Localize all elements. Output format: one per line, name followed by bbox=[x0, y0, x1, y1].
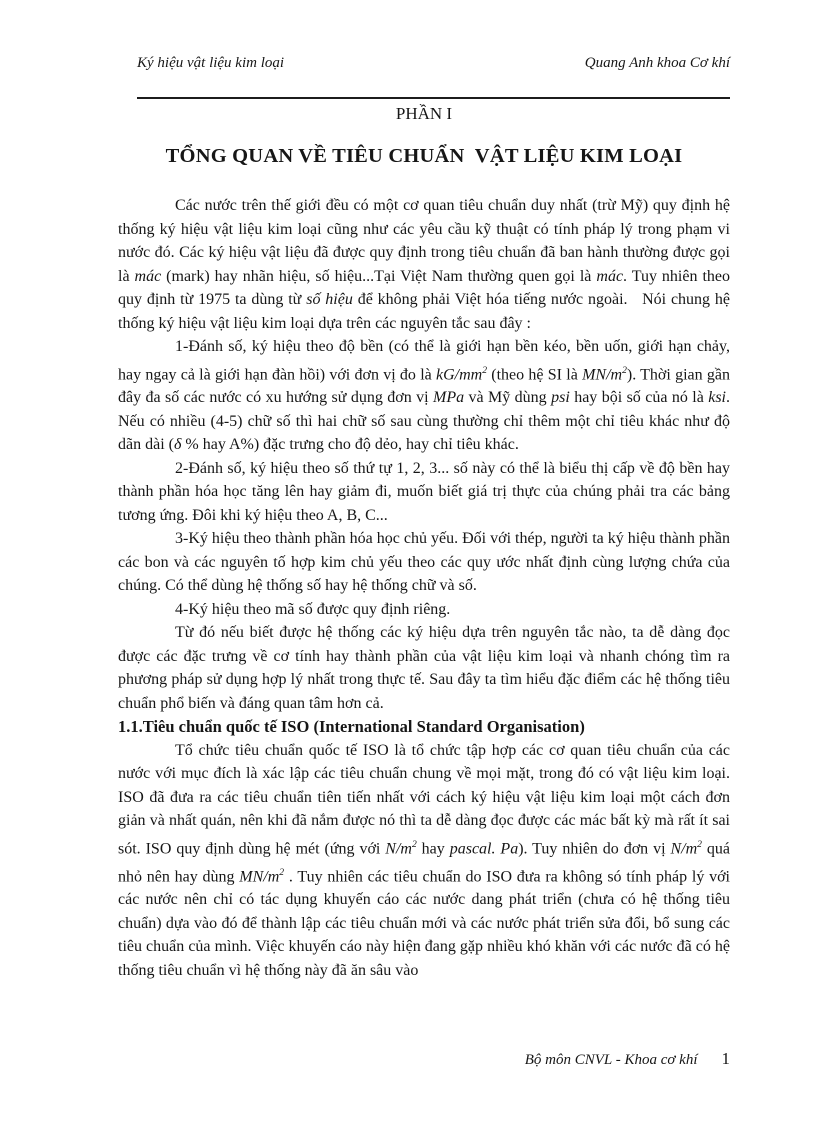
header-author: Quang Anh khoa Cơ khí bbox=[584, 55, 730, 71]
page-header bbox=[118, 55, 730, 72]
paragraph: Các nước trên thế giới đều có một cơ quan tiêu chuẩn duy nhất (trừ Mỹ) quy định hệ thống ký hiệu vật liệu kim loại cũng như các yêu cầu kỹ thuật có tính pháp lý trong phạm vi nước đó. Các ký hiệu vật liệu đã được quy định trong tiêu chuẩn đã ban hành thường được gọi là mác (mark) hay nhãn hiệu, số hiệu...Tại Việt Nam thường quen gọi là mác. Tuy nhiên theo quy định từ 1975 ta dùng từ số hiệu để không phải Việt hóa tiếng nước ngoài. Nói chung hệ thống ký hiệu vật liệu kim loại dựa trên các nguyên tắc sau đây : bbox=[118, 197, 731, 332]
part-label: PHẦN I bbox=[395, 104, 453, 123]
header-rule bbox=[137, 97, 730, 99]
running-title: Ký hiệu vật liệu kim loại bbox=[137, 55, 285, 71]
footer-department: Bộ môn CNVL - Khoa cơ khí bbox=[524, 1052, 698, 1068]
page-footer bbox=[525, 1049, 730, 1069]
paragraph: 3-Ký hiệu theo thành phần hóa học chủ yếu. Đối với thép, người ta ký hiệu thành phần các bon và các nguyên tố hợp kim chủ yếu theo các quy ước nhất định cùng lượng chứa của chúng. Có thể dùng hệ thống số hay hệ thống chữ và số. bbox=[118, 530, 730, 595]
section-heading: 1.1.Tiêu chuẩn quốc tế ISO (International Standard Organisation) bbox=[118, 717, 585, 737]
paragraph: 4-Ký hiệu theo mã số được quy định riêng. bbox=[175, 600, 451, 618]
paragraph: Tổ chức tiêu chuẩn quốc tế ISO là tổ chức tập hợp các cơ quan tiêu chuẩn của các nước với mục đích là xác lập các tiêu chuẩn chung về mọi mặt, trong đó có vật liệu kim loại. ISO đã đưa ra các tiêu chuẩn tiên tiến nhất với cách ký hiệu vật liệu kim loại một cách đơn giản và nhất quán, nên khi đã nắm được nó thì ta dễ dàng đọc được các mác bất kỳ mà rất ít sai sót. ISO quy định dùng hệ mét (ứng với $N/m^2$ hay pascal. Pa). Tuy nhiên do đơn vị $N/m^2$ quá nhỏ nên hay dùng $MN/m^2$ . Tuy nhiên các tiêu chuẩn do ISO đưa ra không só tính pháp lý với các nước nên chỉ có tác dụng khuyến cáo các nước dang phát triển (chưa có hệ thống tiêu chuẩn) dựa vào đó để thành lập các tiêu chuẩn mới và các nước phát triển sửa đổi, bổ sung các tiêu chuẩn của mình. Việc khuyến cáo này hiện đang gặp nhiều khó khăn với các nước đã có hệ thống tiêu chuẩn vì hệ thống này đã ăn sâu vào bbox=[118, 741, 731, 979]
page-number: 1 bbox=[721, 1049, 730, 1068]
paragraph: 1-Đánh số, ký hiệu theo độ bền (có thể là giới hạn bền kéo, bền uốn, giới hạn chảy, hay ngay cả là giới hạn đàn hồi) với đơn vị đo là $kG/mm^2$ (theo hệ SI là $MN/m^2$). Thời gian gần đây đa số các nước có xu hướng sử dụng đơn vị MPa và Mỹ dùng psi hay bội số của nó là ksi. Nếu có nhiều (4-5) chữ số thì hai chữ số sau cùng thường chỉ thêm một chỉ tiêu khác như độ dãn dài (δ % hay A%) đặc trưng cho độ dẻo, hay chỉ tiêu khác. bbox=[118, 338, 731, 454]
paragraph: Từ đó nếu biết được hệ thống các ký hiệu dựa trên nguyên tắc nào, ta dễ dàng đọc được các đặc trưng về cơ tính hay thành phần của vật liệu kim loại và nhanh chóng tìm ra phương pháp sử dụng hợp lý nhất trong thực tế. Sau đây ta tìm hiểu đặc điểm các hệ thống tiêu chuẩn phổ biến và đáng quan tâm hơn cả. bbox=[118, 624, 730, 712]
paragraph: 2-Đánh số, ký hiệu theo số thứ tự 1, 2, 3... số này có thể là biểu thị cấp về độ bền hay thành phần hóa học tăng lên hay giảm đi, muốn biết giá trị thực của chúng phải tra các bảng tương ứng. Đôi khi ký hiệu theo A, B, C... bbox=[118, 459, 730, 524]
page-title: TỔNG QUAN VỀ TIÊU CHUẨN VẬT LIỆU KIM LOẠI bbox=[165, 145, 683, 167]
document-body bbox=[118, 194, 730, 982]
